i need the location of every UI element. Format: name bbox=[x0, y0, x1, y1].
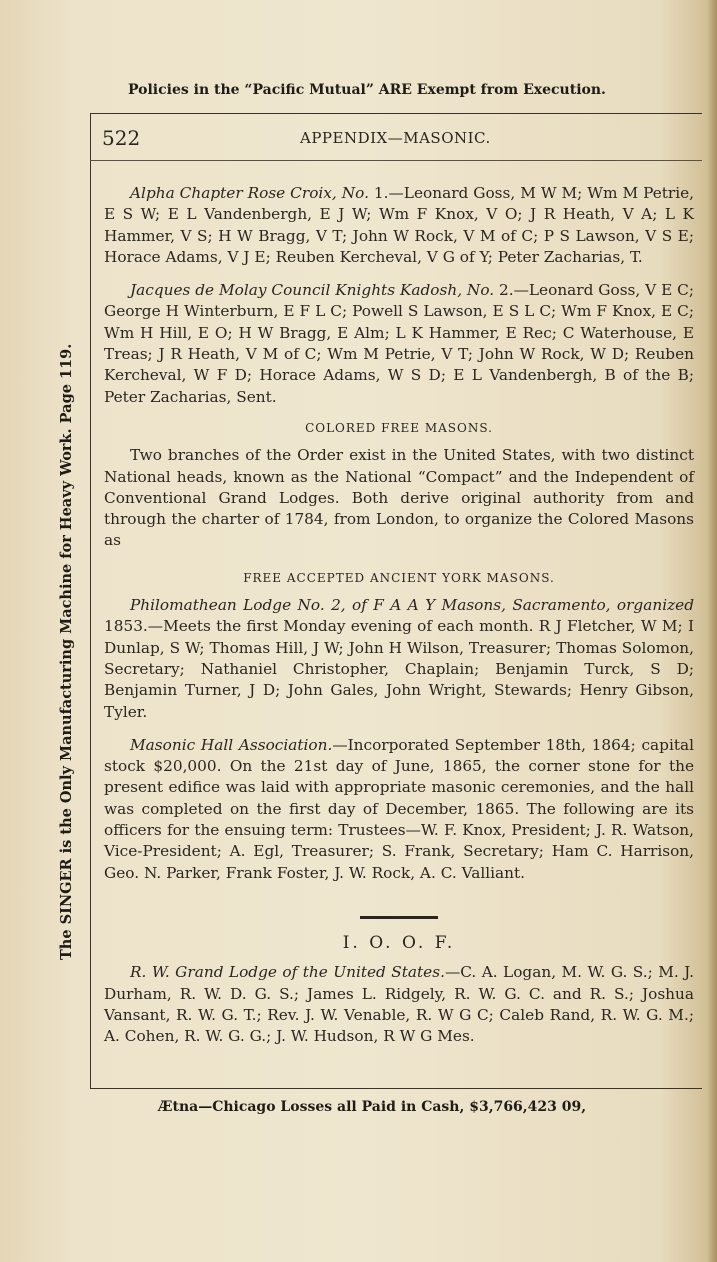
heading-colored-free-masons: COLORED FREE MASONS. bbox=[305, 420, 493, 435]
top-advertisement: Policies in the “Pacific Mutual” ARE Exempt from Execution. bbox=[128, 82, 606, 98]
paragraph-grand-lodge bbox=[104, 962, 694, 1047]
chapter-name: Alpha Chapter Rose Croix, No. bbox=[130, 184, 369, 202]
heading-ioof: I. O. O. F. bbox=[342, 932, 456, 953]
page-body bbox=[104, 183, 694, 1047]
running-head: APPENDIX—MASONIC. bbox=[300, 129, 491, 147]
grand-lodge-officers: —C. A. Logan, M. W. G. S.; M. J. Durham, R. W. D. G. S.; James L. Ridgely, R. W. G. C. and R. S.; Joshua Vansant, R. W. G. T.; Rev. J. W. Venable, R. W G C; Caleb Rand, R. W. G. M.; A. Cohen, R. W. G. G.; J. W. Hudson, R W G Mes. bbox=[104, 963, 694, 1046]
paragraph-rose-croix bbox=[104, 183, 694, 268]
heading-york-masons: FREE ACCEPTED ANCIENT YORK MASONS. bbox=[243, 570, 555, 585]
association-details: —Incorporated September 18th, 1864; capital stock $20,000. On the 21st day of June, 1865, the corner stone for the present edifice was laid with appropriate masonic ceremonies, and the hall was completed on the first day of December, 1865. The following are its officers for the ensuing term: Trustees—W. F. Knox, President; J. R. Watson, Vice-President; A. Egl, Treasurer; S. Frank, Secretary; Ham C. Harrison, Geo. N. Parker, Frank Foster, J. W. Rock, A. C. Valliant. bbox=[104, 735, 694, 882]
header-rule bbox=[90, 160, 702, 161]
grand-lodge-name: R. W. Grand Lodge of the United States. bbox=[130, 963, 445, 982]
lodge-officers: 1853.—Meets the first Monday evening of each month. R J Fletcher, W M; I Dunlap, S W; Thomas Hill, J W; John H Wilson, Treasurer; Thomas Solomon, Secretary; Nathaniel Christopher, Chaplain; Benjamin Turck, S D; Benjamin Turner, J D; John Gales, John Wright, Stewards; Henry Gibson, Tyler. bbox=[104, 617, 694, 721]
lodge-place: Sacramento, organized bbox=[505, 596, 694, 615]
council-officers: 2.—Leonard Goss, V E C; George H Winterburn, E F L C; Powell S Lawson, E S L C; Wm F Knox, E C; Wm H Hill, E O; H W Bragg, E Alm; L K Hammer, E Rec; C Waterhouse, E Treas; J R Heath, V M of C; Wm M Petrie, V T; John W Rock, W D; Reuben Kercheval, W F D; Horace Adams, W S D; E L Vandenbergh, B of the B; Peter Zacharias, Sent. bbox=[104, 281, 694, 406]
section-divider bbox=[360, 916, 438, 919]
frame-left-rule bbox=[90, 113, 91, 1088]
frame-bottom-rule bbox=[90, 1088, 702, 1089]
paragraph-masonic-hall bbox=[104, 735, 694, 884]
council-name: Jacques de Molay Council Knights Kadosh, No. bbox=[130, 281, 495, 300]
side-advertisement: The SINGER is the Only Manufacturing Machine for Heavy Work. Page 119. bbox=[58, 343, 75, 960]
association-name: Masonic Hall Association. bbox=[130, 735, 333, 754]
paragraph-philomathean-lodge bbox=[104, 595, 694, 723]
page-number: 522 bbox=[102, 126, 141, 150]
paragraph-colored-masons: Two branches of the Order exist in the United States, with two distinct National heads, known as the National “Compact” and the Independent of Conventional Grand Lodges. Both derive original authority from and through the charter of 1784, from London, to organize the Colored Masons as bbox=[104, 446, 694, 550]
frame-top-rule bbox=[90, 113, 702, 114]
bottom-advertisement: Ætna—Chicago Losses all Paid in Cash, $3,766,423 09, bbox=[158, 1099, 587, 1115]
chapter-officers: 1.—Leonard Goss, M W M; Wm M Petrie, E S W; E L Vandenbergh, E J W; Wm F Knox, V O; J R Heath, V A; L K Hammer, V S; H W Bragg, V T; John W Rock, V M of C; P S Lawson, V S E; Horace Adams, V J E; Reuben Kercheval, V G of Y; Peter Zacharias, T. bbox=[104, 184, 695, 266]
paragraph-knights-kadosh bbox=[104, 280, 694, 408]
lodge-name: Philomathean Lodge No. 2, of F A A Y Masons, bbox=[130, 596, 506, 615]
page-edge-shadow bbox=[707, 0, 717, 1262]
